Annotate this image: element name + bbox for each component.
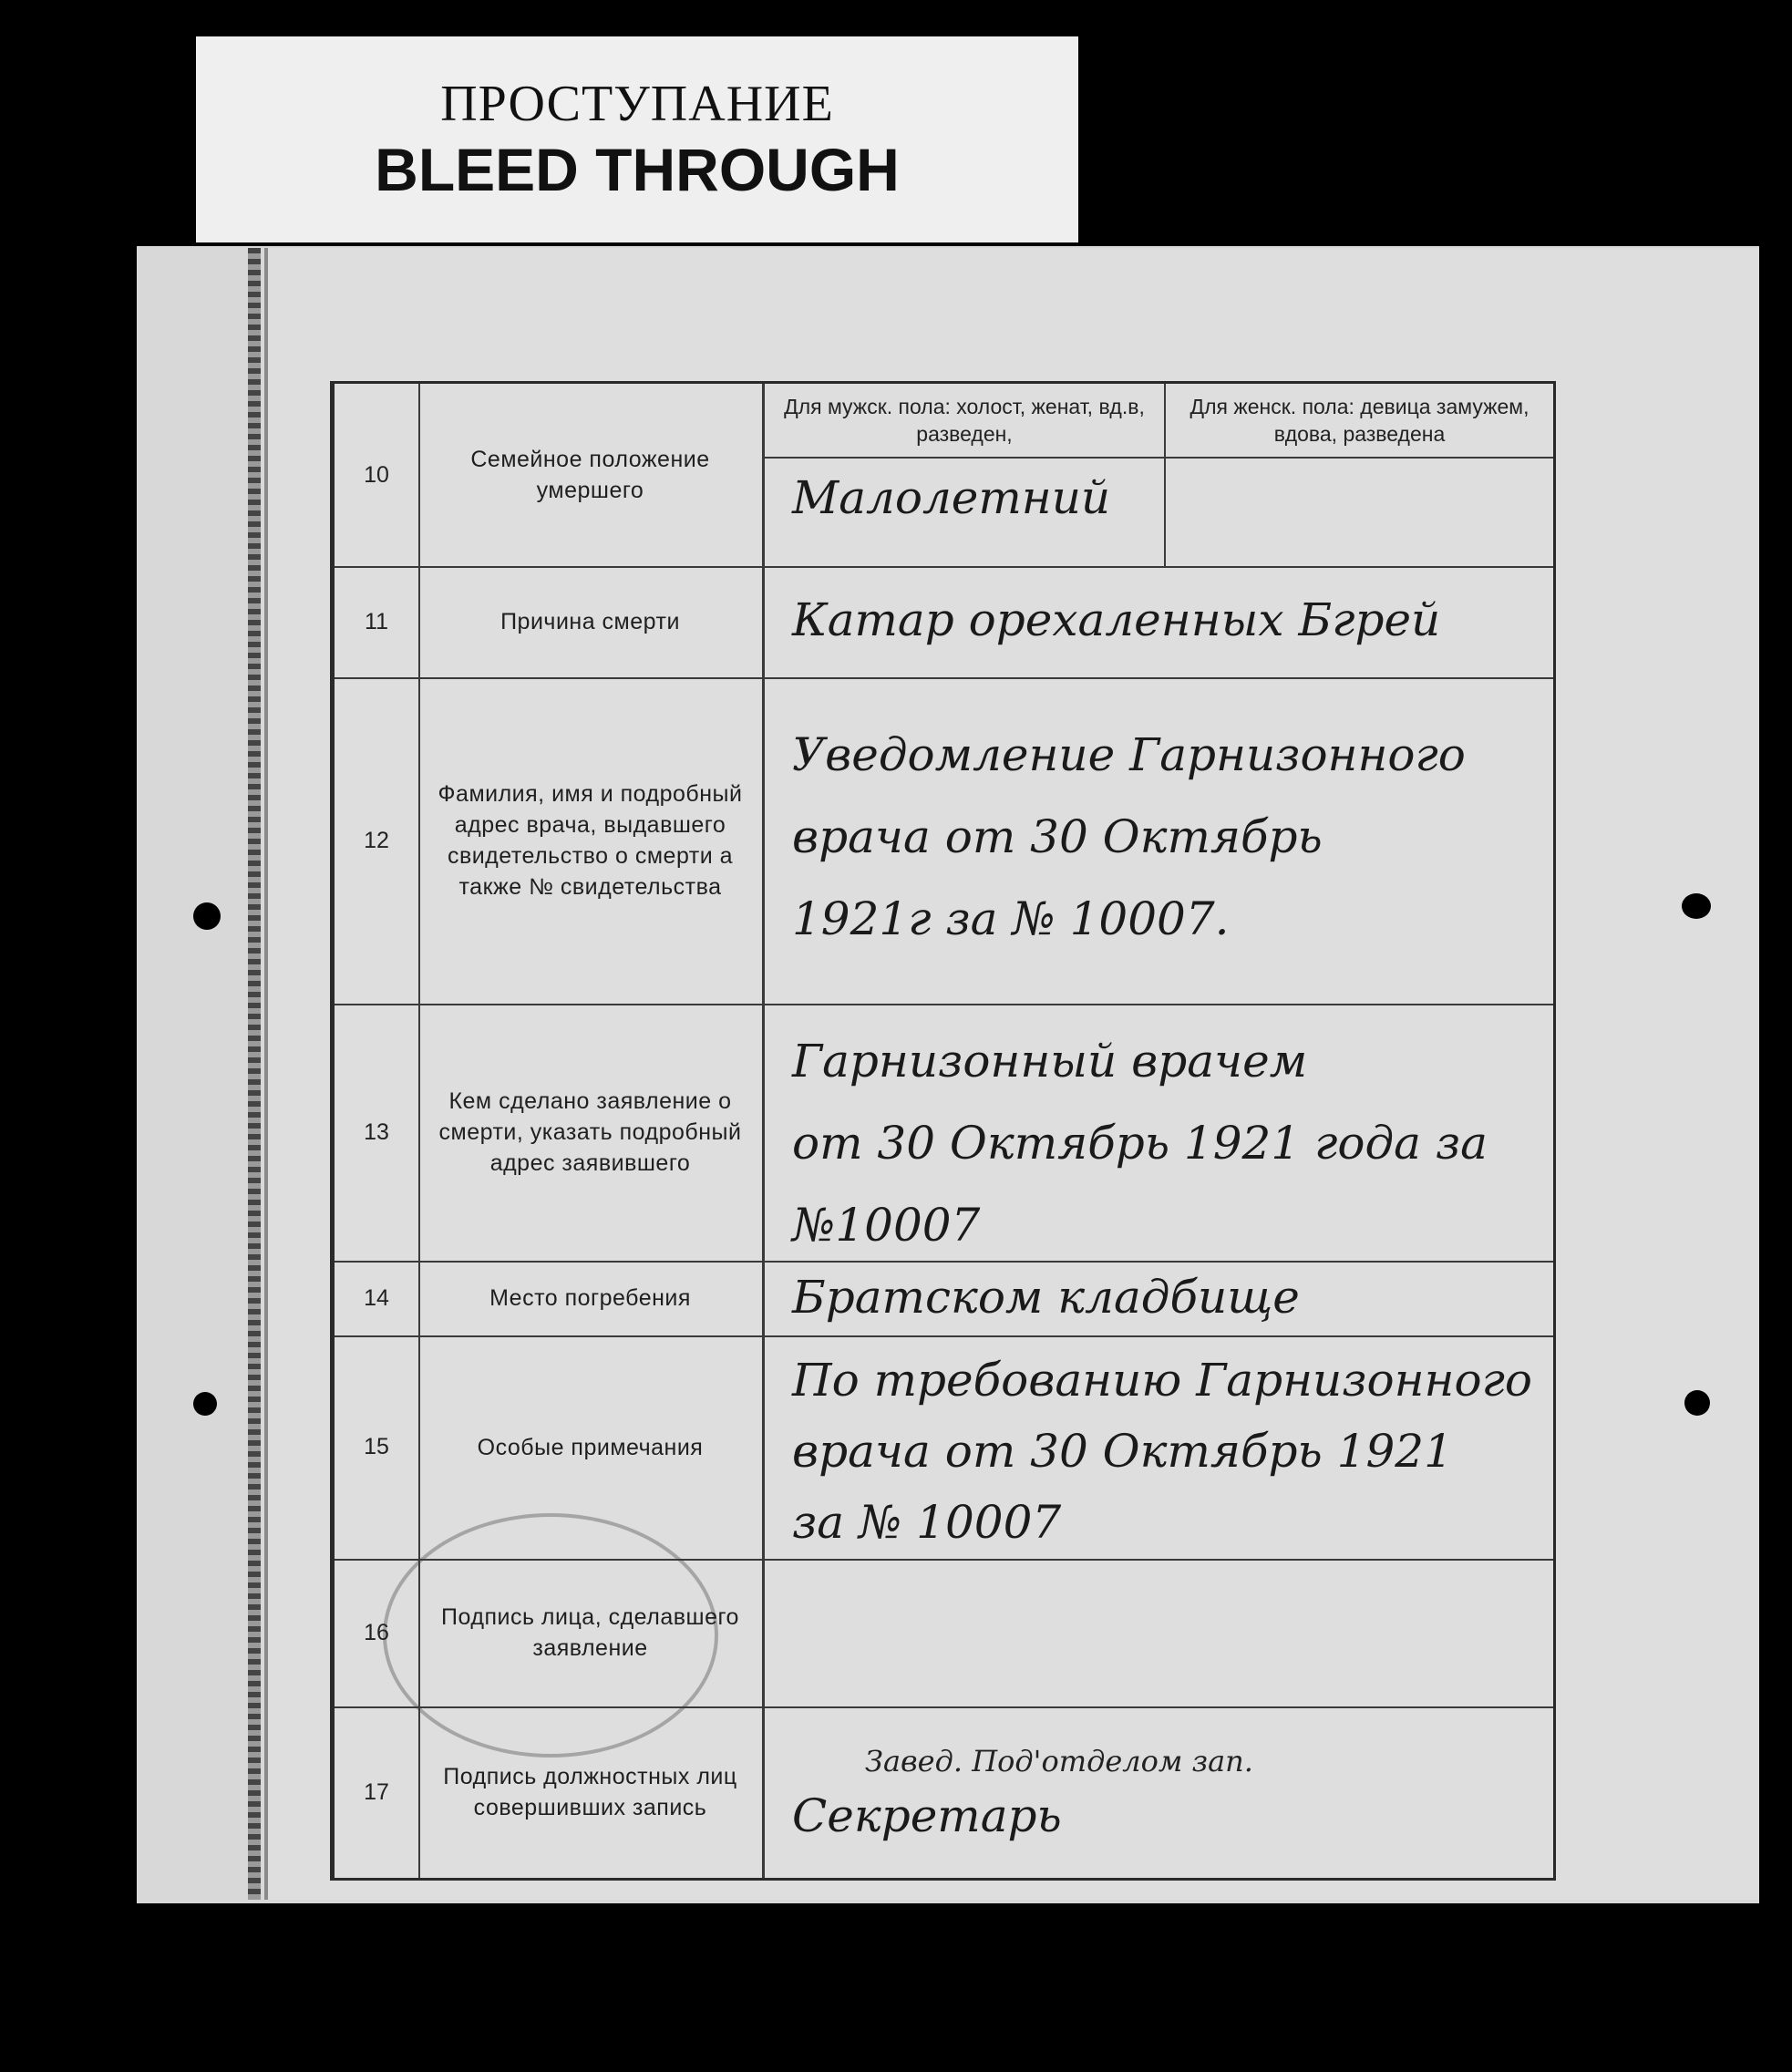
female-status-header: Для женск. пола: девица замужем, вдова, разведена: [1166, 384, 1553, 459]
handwritten-line: По требованию Гарнизонного: [792, 1354, 1532, 1407]
printed-signature-title: Завед. Под'отделом зап.: [865, 1744, 1253, 1778]
handwritten-line: 1921г за № 10007.: [792, 892, 1230, 945]
row-number: 11: [335, 566, 420, 677]
row-number: 14: [335, 1261, 420, 1335]
row-number: 15: [335, 1335, 420, 1559]
form-row-13: [335, 1004, 1553, 1263]
label-text-ru: ПРОСТУПАНИЕ: [440, 76, 834, 132]
row-number: 16: [335, 1559, 420, 1706]
marital-status-value: Малолетний: [765, 459, 1166, 566]
declarant-signature-value: [765, 1559, 1553, 1706]
handwritten-line: от 30 Октябрь 1921 года за: [792, 1117, 1488, 1170]
form-row-11: [335, 566, 1553, 679]
death-record-form: [330, 381, 1556, 1881]
punch-hole: [193, 902, 221, 930]
handwritten-line: №10007: [792, 1199, 981, 1252]
form-row-14: [335, 1261, 1553, 1337]
row-label: Семейное положение умершего: [418, 384, 765, 566]
punch-hole: [1682, 893, 1711, 919]
punch-hole: [193, 1392, 217, 1416]
cause-of-death-value: [765, 566, 1553, 677]
handwritten-line: врача от 30 Октябрь: [792, 810, 1323, 863]
form-row-15: [335, 1335, 1553, 1561]
handwritten-line: Уведомление Гарнизонного: [792, 728, 1466, 781]
binding-edge: [248, 248, 261, 1900]
handwritten-line: Катар орехаленных Бгрей: [792, 593, 1441, 646]
row-number: 10: [335, 384, 420, 566]
doctor-certificate-value: [765, 677, 1553, 1004]
handwritten-line: Гарнизонный врачем: [792, 1035, 1308, 1088]
form-row-16: [335, 1559, 1553, 1708]
special-notes-value: [765, 1335, 1553, 1559]
handwritten-line: Секретарь: [792, 1789, 1062, 1842]
row-label: Причина смерти: [418, 566, 765, 677]
label-text-en: BLEED THROUGH: [375, 136, 900, 203]
male-status-header: Для мужск. пола: холост, женат, вд.в, разведен,: [765, 384, 1166, 459]
row-label: Особые примечания: [418, 1335, 765, 1559]
declarant-value: [765, 1004, 1553, 1261]
form-row-17: [335, 1706, 1553, 1878]
row-label: Кем сделано заявление о смерти, указать подробный адрес заявившего: [418, 1004, 765, 1261]
form-row-10: [335, 384, 1553, 568]
official-signatures-value: [765, 1706, 1553, 1878]
row-label: Место погребения: [418, 1261, 765, 1335]
handwritten-line: Братском кладбище: [792, 1271, 1300, 1324]
burial-place-value: [765, 1261, 1553, 1335]
handwritten-line: врача от 30 Октябрь 1921: [792, 1425, 1453, 1478]
row-number: 13: [335, 1004, 420, 1261]
row-label: Фамилия, имя и подробный адрес врача, выдавшего свидетельство о смерти а также № свидетельства: [418, 677, 765, 1004]
form-row-12: [335, 677, 1553, 1005]
punch-hole: [1684, 1390, 1710, 1416]
row-label: Подпись лица, сделавшего заявление: [418, 1559, 765, 1706]
bleed-through-label-card: [196, 36, 1078, 242]
row-number: 17: [335, 1706, 420, 1878]
handwritten-line: за № 10007: [792, 1496, 1062, 1549]
row-number: 12: [335, 677, 420, 1004]
row-label: Подпись должностных лиц совершивших запись: [418, 1706, 765, 1878]
